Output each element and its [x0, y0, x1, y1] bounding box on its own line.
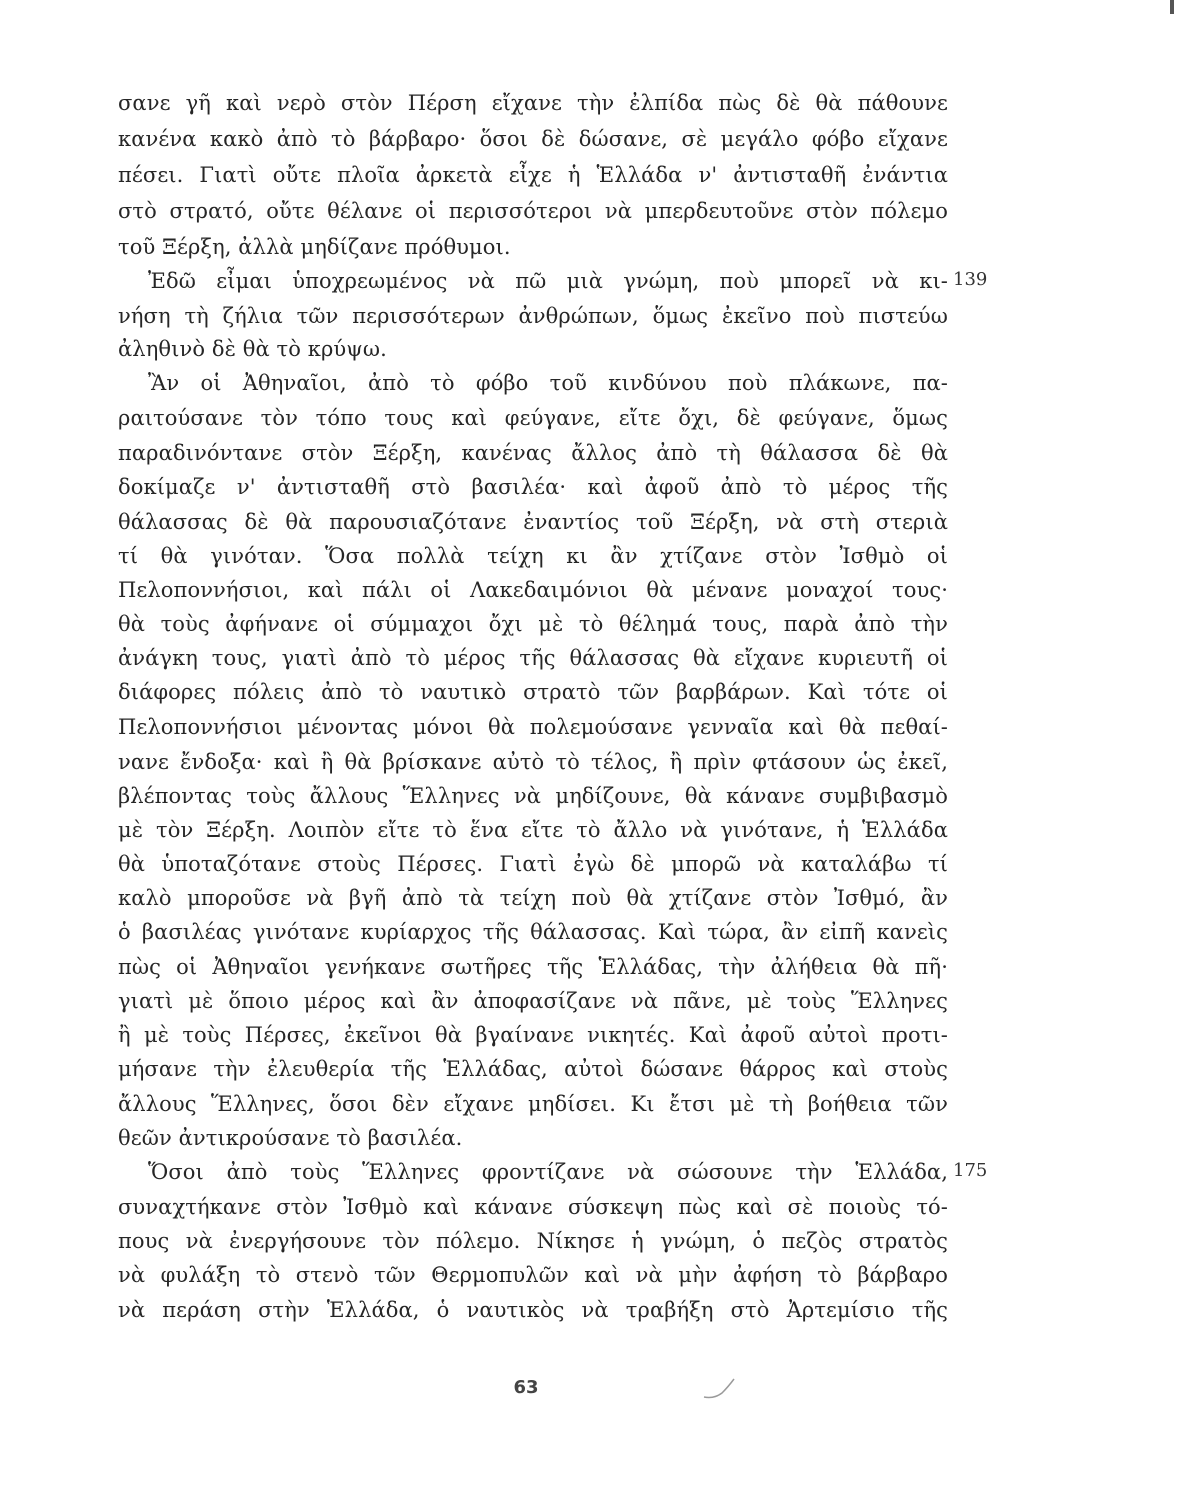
text-line: Πελοποννήσιοι μένοντας μόνοι θὰ πολεμούσανε γενναῖα καὶ θὰ πεθαί- — [118, 715, 948, 739]
text-line: παραδινόντανε στὸν Ξέρξη, κανένας ἄλλος ἀπὸ τὴ θάλασσα δὲ θὰ — [118, 441, 948, 465]
text-line: στὸ στρατό, οὔτε θέλανε οἱ περισσότεροι νὰ μπερδευτοῦνε στὸν πόλεμο — [118, 199, 948, 223]
text-line: Ἂν οἱ Ἀθηναῖοι, ἀπὸ τὸ φόβο τοῦ κινδύνου ποὺ πλάκωνε, πα- — [148, 371, 948, 395]
text-line: συναχτήκανε στὸν Ἰσθμὸ καὶ κάνανε σύσκεψη πὼς καὶ σὲ ποιοὺς τό- — [118, 1195, 948, 1219]
text-line: κανένα κακὸ ἀπὸ τὸ βάρβαρο· ὅσοι δὲ δώσανε, σὲ μεγάλο φόβο εἴχανε — [118, 127, 948, 151]
text-line: καλὸ μποροῦσε νὰ βγῆ ἀπὸ τὰ τείχη ποὺ θὰ χτίζανε στὸν Ἰσθμό, ἂν — [118, 886, 948, 910]
text-line: θὰ ὑποταζότανε στοὺς Πέρσες. Γιατὶ ἐγὼ δὲ μπορῶ νὰ καταλάβω τί — [118, 852, 948, 876]
margin-number: 139 — [953, 269, 988, 290]
text-line: τοῦ Ξέρξη, ἀλλὰ μηδίζανε πρόθυμοι. — [118, 235, 511, 259]
text-line: νὰ φυλάξη τὸ στενὸ τῶν Θερμοπυλῶν καὶ νὰ μὴν ἀφήση τὸ βάρβαρο — [118, 1263, 948, 1287]
text-line: νανε ἔνδοξα· καὶ ἢ θὰ βρίσκανε αὐτὸ τὸ τέλος, ἢ πρὶν φτάσουν ὡς ἐκεῖ, — [118, 750, 948, 774]
scan-edge-mark — [1170, 0, 1174, 14]
text-line: θάλασσας δὲ θὰ παρουσιαζότανε ἐναντίος τοῦ Ξέρξη, νὰ στὴ στεριὰ — [118, 510, 948, 534]
text-line: Ὅσοι ἀπὸ τοὺς Ἕλληνες φροντίζανε νὰ σώσουνε τὴν Ἑλλάδα, — [148, 1160, 948, 1184]
text-line: ἀνάγκη τους, γιατὶ ἀπὸ τὸ μέρος τῆς θάλασσας θὰ εἴχανε κυριευτῆ οἱ — [118, 646, 948, 670]
page-number: 63 — [513, 1377, 539, 1398]
text-line: ἢ μὲ τοὺς Πέρσες, ἐκεῖνοι θὰ βγαίνανε νικητές. Καὶ ἀφοῦ αὐτοὶ προτι- — [118, 1023, 948, 1047]
ink-smudge-mark — [700, 1375, 740, 1405]
text-line: ἀληθινὸ δὲ θὰ τὸ κρύψω. — [118, 337, 387, 361]
text-line: νήση τὴ ζήλια τῶν περισσότερων ἀνθρώπων, ὅμως ἐκεῖνο ποὺ πιστεύω — [118, 304, 948, 328]
text-line: δοκίμαζε ν' ἀντισταθῆ στὸ βασιλέα· καὶ ἀφοῦ ἀπὸ τὸ μέρος τῆς — [118, 475, 948, 499]
text-line: θεῶν ἀντικρούσανε τὸ βασιλέα. — [118, 1126, 463, 1150]
text-line: Ἐδῶ εἶμαι ὑποχρεωμένος νὰ πῶ μιὰ γνώμη, ποὺ μπορεῖ νὰ κι- — [148, 269, 948, 293]
text-line: μήσανε τὴν ἐλευθερία τῆς Ἑλλάδας, αὐτοὶ δώσανε θάρρος καὶ στοὺς — [118, 1057, 948, 1081]
text-line: ὁ βασιλέας γινότανε κυρίαρχος τῆς θάλασσας. Καὶ τώρα, ἂν εἰπῆ κανεὶς — [118, 920, 948, 944]
text-line: πὼς οἱ Ἀθηναῖοι γενήκανε σωτῆρες τῆς Ἑλλάδας, τὴν ἀλήθεια θὰ πῆ· — [118, 955, 948, 979]
text-line: πέσει. Γιατὶ οὔτε πλοῖα ἀρκετὰ εἶχε ἡ Ἑλλάδα ν' ἀντισταθῆ ἐνάντια — [118, 163, 948, 187]
margin-number: 175 — [953, 1160, 988, 1181]
text-line: βλέποντας τοὺς ἄλλους Ἕλληνες νὰ μηδίζουνε, θὰ κάνανε συμβιβασμὸ — [118, 784, 948, 808]
text-line: νὰ περάση στὴν Ἑλλάδα, ὁ ναυτικὸς νὰ τραβήξη στὸ Ἀρτεμίσιο τῆς — [118, 1298, 948, 1322]
text-line: ἄλλους Ἕλληνες, ὅσοι δὲν εἴχανε μηδίσει. Κι ἔτσι μὲ τὴ βοήθεια τῶν — [118, 1092, 948, 1116]
text-line: σανε γῆ καὶ νερὸ στὸν Πέρση εἴχανε τὴν ἐλπίδα πὼς δὲ θὰ πάθουνε — [118, 91, 948, 115]
text-line: γιατὶ μὲ ὅποιο μέρος καὶ ἂν ἀποφασίζανε νὰ πᾶνε, μὲ τοὺς Ἕλληνες — [118, 989, 948, 1013]
text-line: μὲ τὸν Ξέρξη. Λοιπὸν εἴτε τὸ ἕνα εἴτε τὸ ἄλλο νὰ γινότανε, ἡ Ἑλλάδα — [118, 818, 948, 842]
text-line: θὰ τοὺς ἀφήνανε οἱ σύμμαχοι ὄχι μὲ τὸ θέλημά τους, παρὰ ἀπὸ τὴν — [118, 612, 948, 636]
text-line: πους νὰ ἐνεργήσουνε τὸν πόλεμο. Νίκησε ἡ γνώμη, ὁ πεζὸς στρατὸς — [118, 1229, 948, 1253]
text-line: διάφορες πόλεις ἀπὸ τὸ ναυτικὸ στρατὸ τῶν βαρβάρων. Καὶ τότε οἱ — [118, 680, 948, 704]
text-line: ραιτούσανε τὸν τόπο τους καὶ φεύγανε, εἴτε ὄχι, δὲ φεύγανε, ὅμως — [118, 406, 948, 430]
text-line: Πελοποννήσιοι, καὶ πάλι οἱ Λακεδαιμόνιοι θὰ μένανε μοναχοί τους· — [118, 578, 948, 602]
text-line: τί θὰ γινόταν. Ὅσα πολλὰ τείχη κι ἂν χτίζανε στὸν Ἰσθμὸ οἱ — [118, 544, 948, 568]
